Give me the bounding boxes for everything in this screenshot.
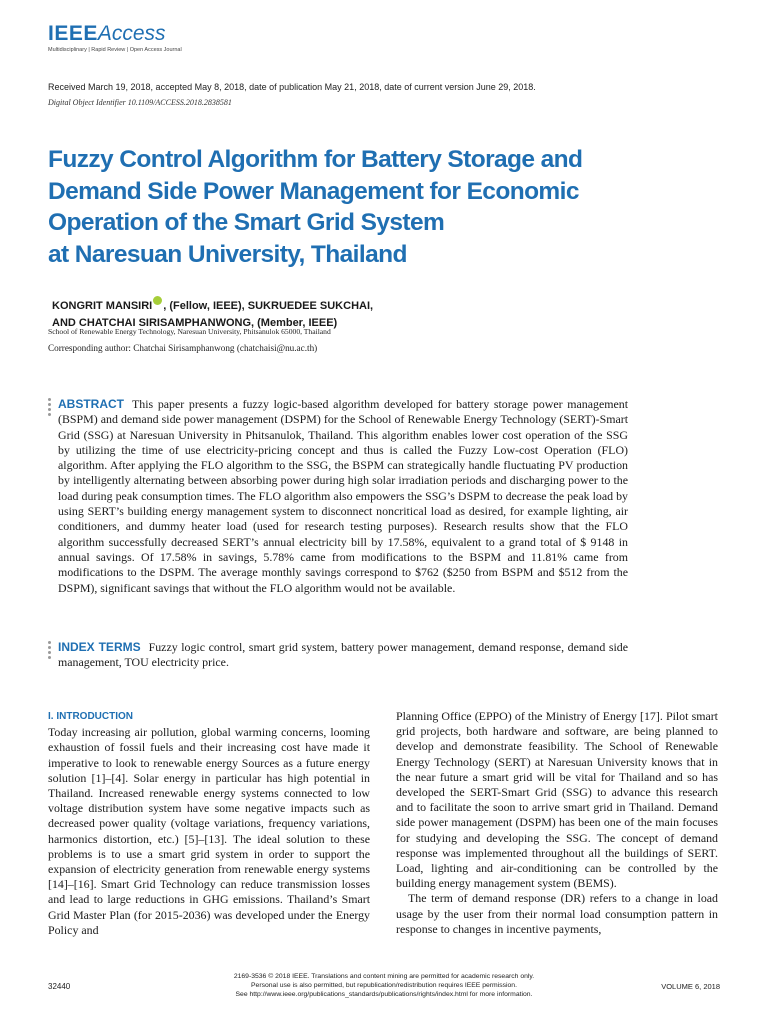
logo-tagline: Multidisciplinary | Rapid Review | Open Access Journal	[48, 47, 182, 53]
corresponding-author: Corresponding author: Chatchai Sirisamphanwong (chatchaisi@nu.ac.th)	[48, 343, 318, 353]
index-terms	[58, 640, 628, 671]
intro-paragraph: The term of demand response (DR) refers to a change in load usage by the user from their normal load consumption pattern in response to changes in incentive payments,	[396, 891, 718, 936]
intro-paragraph: Planning Office (EPPO) of the Ministry of Energy [17]. Pilot smart grid projects, both hardware and software, are being planned to develop and demonstrate feasibility. The School of Renewable Energy Technology (SERT) at Naresuan University knows that in the near future a smart grid will be vital for Thailand and so has developed the SERT-Smart Grid (SSG) to advance this research and to facilitate the soon to arrive smart grid in Thailand. Demand side power management (DSPM) has been one of the main focuses for studying and developing the SSG. The concept of demand response was implemented throughout all the buildings of SERT. Load, lighting and air-conditioning can be controlled by the building energy management system (BEMS).	[396, 709, 718, 891]
author-name: , (Fellow, IEEE), SUKRUEDEE SUKCHAI,	[163, 300, 374, 312]
received-dates: Received March 19, 2018, accepted May 8, 2018, date of publication May 21, 2018, date of current version June 29, 2018.	[48, 82, 536, 92]
section-marker-icon	[48, 398, 52, 418]
title-line: at Naresuan University, Thailand	[48, 240, 407, 268]
page-number: 32440	[48, 982, 71, 991]
orcid-icon[interactable]	[153, 296, 162, 305]
title-line: Operation of the Smart Grid System	[48, 209, 445, 236]
abstract	[58, 397, 628, 596]
doi[interactable]: Digital Object Identifier 10.1109/ACCESS.2018.2838581	[48, 98, 232, 107]
copyright-notice	[180, 972, 588, 999]
abstract-text: This paper presents a fuzzy logic-based algorithm developed for battery storage power management (BSPM) and demand side power management (DSPM) for the School of Renewable Energy Technology (SERT)-Smart Grid (SSG) at Naresuan University in Phitsanulok, Thailand. This algorithm enables lower cost operation of the SSG by utilizing the time of use electricity-pricing concept and thus is called the Fuzzy Low-cost Operation (FLO) algorithm. After applying the FLO algorithm to the SSG, the BSPM can strategically handle fluctuating PV production by intelligently alternating between absorbing power during high solar irradiation periods and discharging power to the load during peak consumption times. The FLO algorithm also empowers the SSG’s DSPM to decrease the peak load by using SERT’s building energy management system to disconnect noncritical load as desired, for example lighting, air conditioners, and dummy heater load (used for research testing purposes). Research results show that the FLO algorithm successfully decreased SERT’s annual electricity bill by 17.58%, equivalent to a grand total of $ 9148 in annual savings. Of 17.58% in savings, 5.78% came from modifications to the BSPM and 11.81% came from modifications to the DSPM. The average monthly savings correspond to $762 ($250 from BSPM and $512 from the DSPM), significant savings that without the FLO algorithm would not be available.	[58, 397, 628, 595]
intro-right-column	[396, 709, 718, 937]
abstract-heading: ABSTRACT	[58, 397, 124, 411]
affiliation: School of Renewable Energy Technology, Naresuan University, Phitsanulok 65000, Thailand	[48, 327, 331, 336]
author-name: AND CHATCHAI SIRISAMPHANWONG, (Member, IEEE)	[52, 317, 338, 329]
section-marker-icon	[48, 641, 52, 661]
section-heading: I. INTRODUCTION	[48, 711, 133, 722]
copyright-line[interactable]: See http://www.ieee.org/publications_standards/publications/rights/index.html for more information.	[235, 991, 533, 998]
paper-title	[48, 144, 648, 270]
copyright-line: Personal use is also permitted, but republication/redistribution requires IEEE permission.	[251, 982, 517, 989]
intro-left-column	[48, 709, 370, 938]
author-name: KONGRIT MANSIRI	[52, 300, 153, 312]
index-terms-text: Fuzzy logic control, smart grid system, battery power management, demand response, demand side management, TOU electricity price.	[58, 640, 628, 670]
logo-access: Access	[97, 22, 166, 45]
copyright-line: 2169-3536 © 2018 IEEE. Translations and content mining are permitted for academic research only.	[233, 973, 535, 980]
journal-logo	[48, 22, 182, 53]
title-line: Demand Side Power Management for Economic	[48, 177, 579, 205]
volume-info: VOLUME 6, 2018	[661, 982, 720, 991]
logo-ieee: IEEE	[48, 22, 98, 45]
title-line: Fuzzy Control Algorithm for Battery Storage and	[48, 146, 583, 173]
index-terms-heading: INDEX TERMS	[58, 640, 141, 654]
intro-paragraph: Today increasing air pollution, global warming concerns, looming exhaustion of fossil fuels and their increasing cost have made it imperative to look to renewable energy Sources as a future energy solution [1]–[4]. Solar energy in particular has high potential in Thailand. Increased renewable energy systems connected to low voltage distribution system have some negative impacts such as decreased power quality (voltage variations, frequency variations, harmonics distortion, etc.) [5]–[13]. The ideal solution to these problems is to use a smart grid system in order to support the expansion of electricity generation from renewable energy systems [14]–[16]. Smart Grid Technology can reduce transmission losses and lead to large reductions in GHG emissions. Thailand’s Smart Grid Master Plan (for 2015-2036) was developed under the Energy Policy and	[48, 725, 370, 937]
